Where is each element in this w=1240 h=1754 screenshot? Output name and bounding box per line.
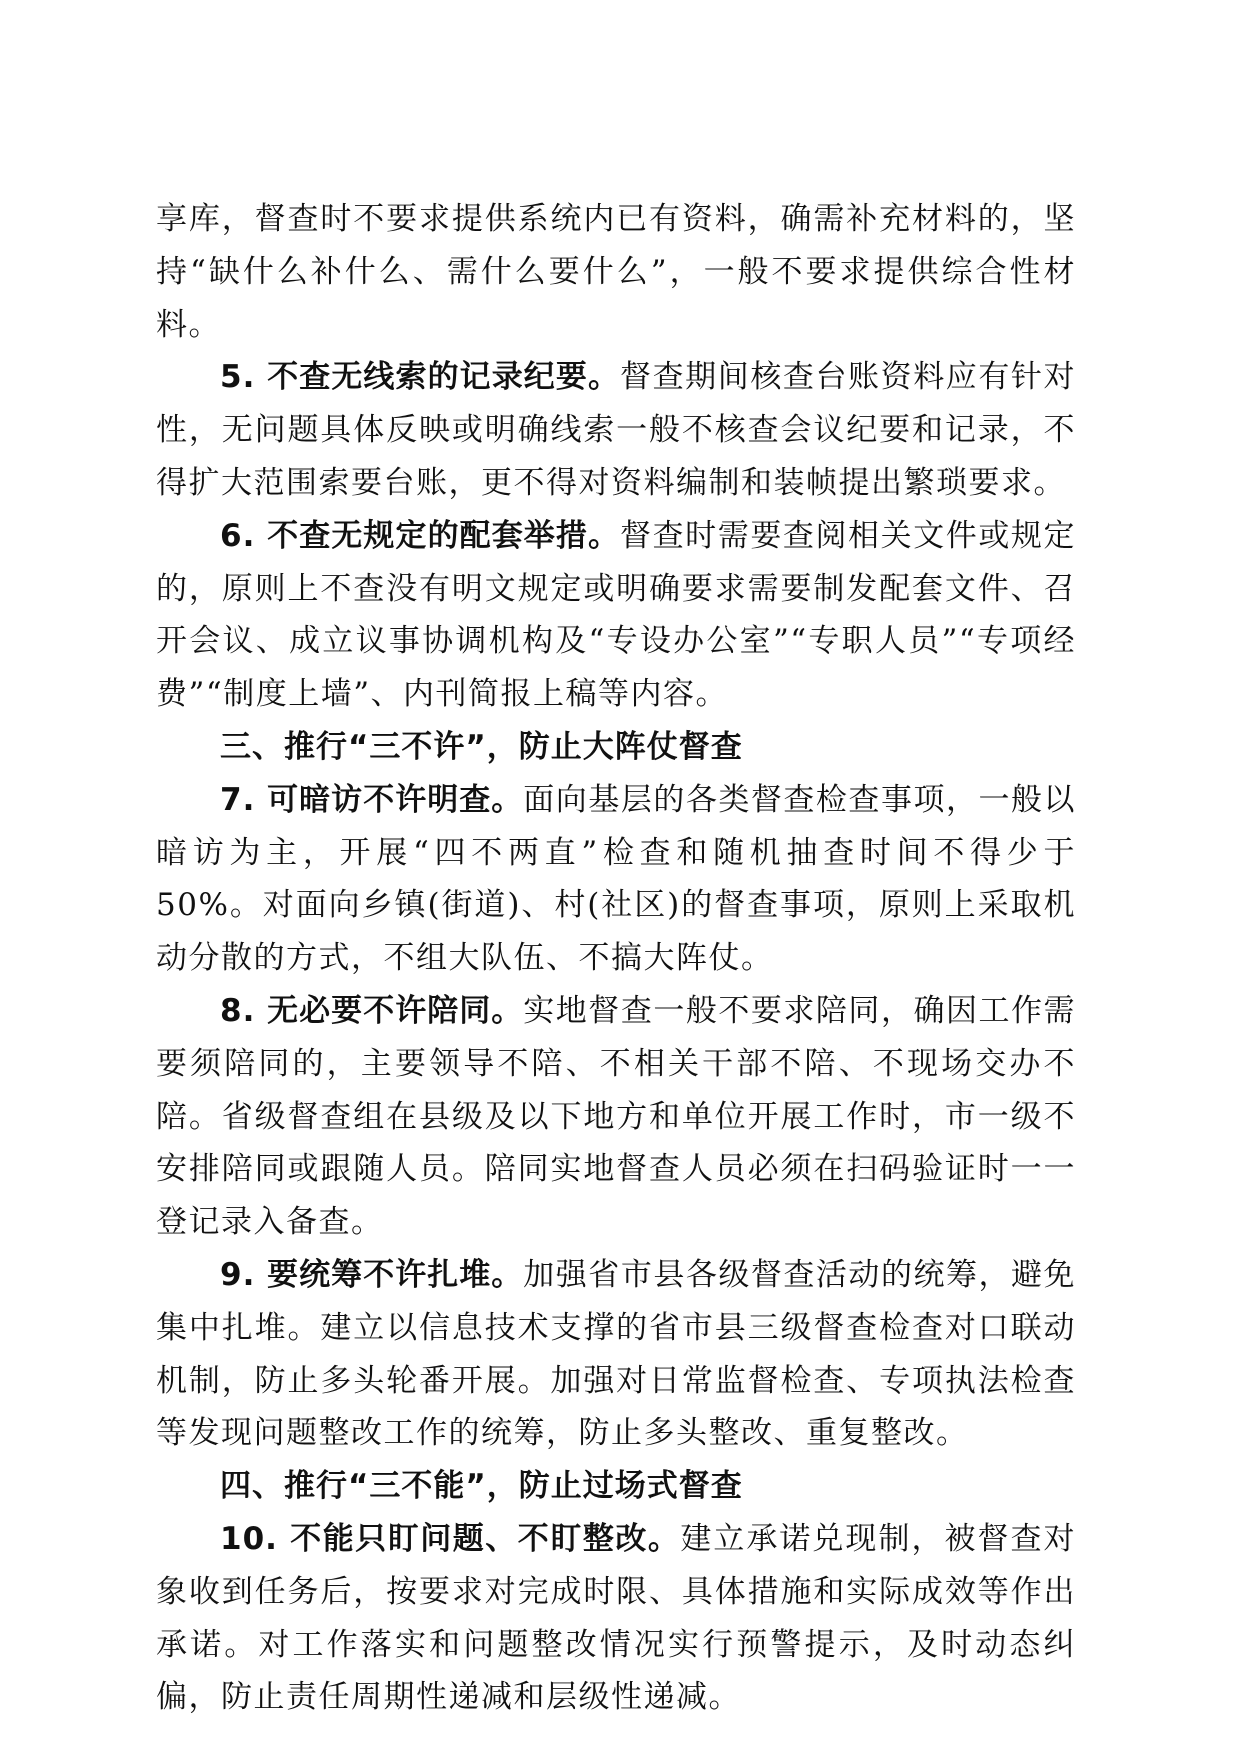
paragraph-item-8 [156, 985, 1076, 1249]
item-6-text: 督查时需要查阅相关文件或规定的，原则上不查没有明文规定或明确要求需要制发配套文件、召开会议、成立议事协调机构及“专设办公室”“专职人员”“专项经费”“制度上墙”、内刊简报上稿等内容。 [156, 517, 1076, 713]
paragraph-item-6 [156, 510, 1076, 721]
item-8-text: 实地督查一般不要求陪同，确因工作需要须陪同的，主要领导不陪、不相关干部不陪、不现场交办不陪。省级督查组在县级及以下地方和单位开展工作时，市一级不安排陪同或跟随人员。陪同实地督查人员必须在扫码验证时一一登记录入备查。 [156, 992, 1077, 1241]
item-9-text: 加强省市县各级督查活动的统筹，避免集中扎堆。建立以信息技术支撑的省市县三级督查检查对口联动机制，防止多头轮番开展。加强对日常监督检查、专项执法检查等发现问题整改工作的统筹，防止多头整改、重复整改。 [156, 1256, 1077, 1452]
item-10-text: 建立承诺兑现制，被督查对象收到任务后，按要求对完成时限、具体措施和实际成效等作出承诺。对工作落实和问题整改情况实行预警提示，及时动态纠偏，防止责任周期性递减和层级性递减。 [156, 1520, 1077, 1716]
paragraph-text: 享库，督查时不要求提供系统内已有资料，确需补充材料的，坚持“缺什么补什么、需什么要什么”，一般不要求提供综合性材料。 [156, 201, 1076, 343]
item-10-lead: 10. 不能只盯问题、不盯整改。 [220, 1520, 681, 1557]
document-body [156, 193, 1076, 1724]
item-5-text: 督查期间核查台账资料应有针对性，无问题具体反映或明确线索一般不核查会议纪要和记录，不得扩大范围索要台账，更不得对资料编制和装帧提出繁琐要求。 [156, 359, 1076, 501]
section-heading-4: 四、推行“三不能”，防止过场式督查 [220, 1468, 743, 1505]
paragraph-item-7 [156, 774, 1076, 985]
paragraph-item-9 [156, 1249, 1076, 1460]
item-5-lead: 5. 不查无线索的记录纪要。 [220, 359, 621, 396]
section-heading-3: 三、推行“三不许”，防止大阵仗督查 [220, 728, 743, 765]
item-7-text: 面向基层的各类督查检查事项，一般以暗访为主，开展“四不两直”检查和随机抽查时间不得少于50%。对面向乡镇(街道)、村(社区)的督查事项，原则上采取机动分散的方式，不组大队伍、不搞大阵仗。 [156, 781, 1077, 977]
item-7-lead: 7. 可暗访不许明查。 [220, 781, 524, 818]
paragraph-item-5 [156, 351, 1076, 509]
item-8-lead: 8. 无必要不许陪同。 [220, 992, 524, 1029]
item-6-lead: 6. 不查无规定的配套举措。 [220, 517, 621, 554]
item-9-lead: 9. 要统筹不许扎堆。 [220, 1256, 524, 1293]
paragraph-item-10 [156, 1513, 1076, 1724]
paragraph-continuation [156, 193, 1076, 351]
